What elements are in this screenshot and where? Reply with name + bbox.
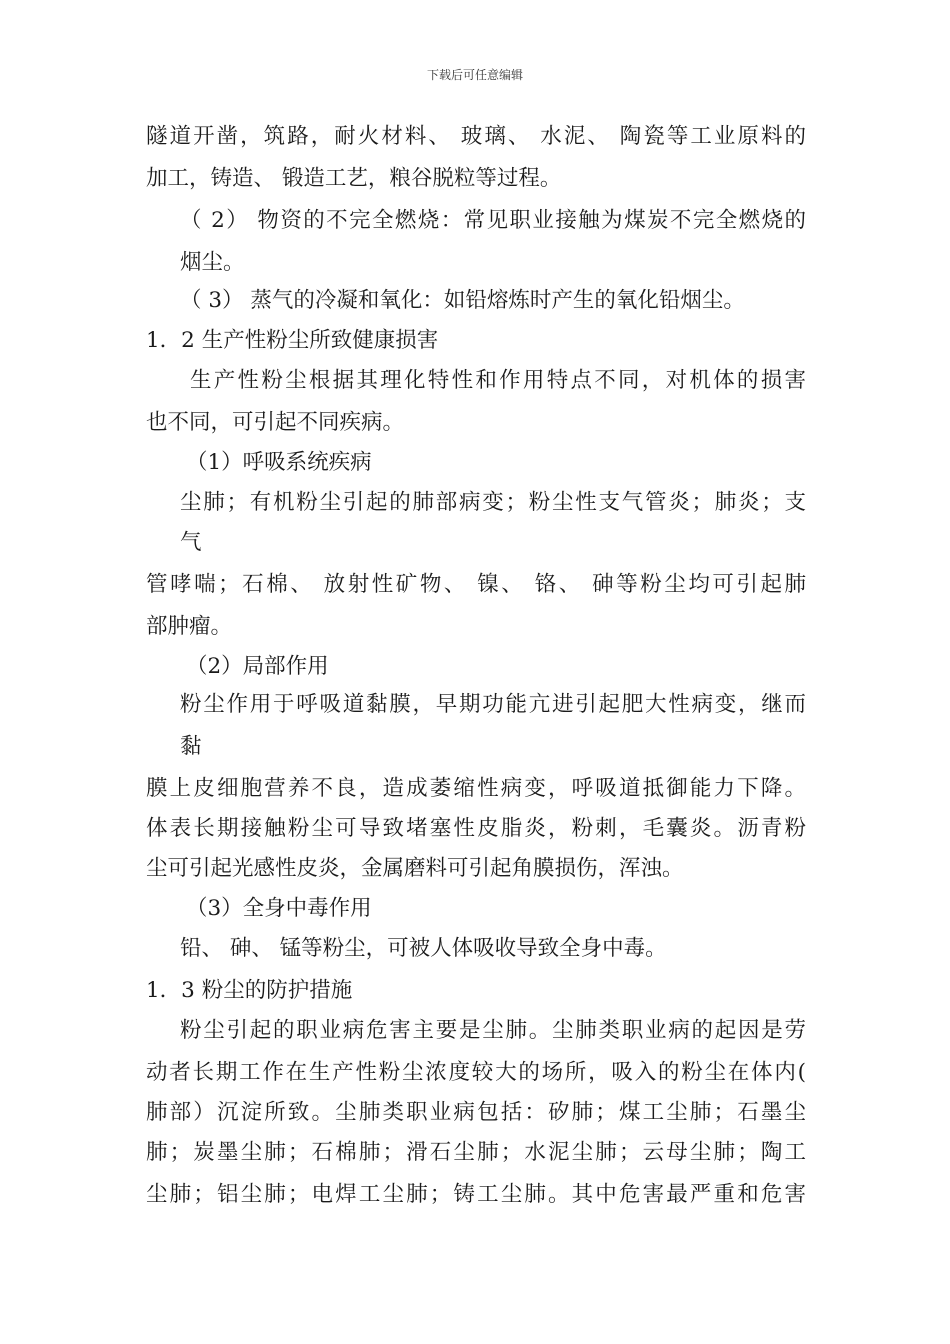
text-line: 膜上皮细胞营养不良，造成萎缩性病变，呼吸道抵御能力下降。: [146, 776, 806, 801]
text-line: （ 3） 蒸气的冷凝和氧化：如铅熔炼时产生的氧化铅烟尘。: [180, 288, 745, 313]
text-line: 肺部）沉淀所致。尘肺类职业病包括：矽肺；煤工尘肺；石墨尘: [146, 1100, 806, 1125]
text-line: 烟尘。: [180, 250, 245, 275]
text-line: 生产性粉尘根据其理化特性和作用特点不同，对机体的损害: [190, 368, 806, 393]
text-line: 粉尘引起的职业病危害主要是尘肺。尘肺类职业病的起因是劳: [180, 1018, 806, 1043]
page-header: 下载后可任意编辑: [426, 68, 523, 82]
section-heading: 1．2 生产性粉尘所致健康损害: [146, 328, 439, 353]
text-line: 黏: [180, 734, 202, 759]
text-line: 隧道开凿，筑路，耐火材料、 玻璃、 水泥、 陶瓷等工业原料的: [146, 124, 806, 149]
text-line: 动者长期工作在生产性粉尘浓度较大的场所，吸入的粉尘在体内(: [146, 1060, 806, 1085]
text-line: 管哮喘；石棉、 放射性矿物、 镍、 铬、 砷等粉尘均可引起肺: [146, 572, 806, 597]
text-line: 粉尘作用于呼吸道黏膜，早期功能亢进引起肥大性病变，继而: [180, 692, 806, 717]
subsection-heading: （1）呼吸系统疾病: [186, 450, 372, 475]
text-line: 尘可引起光感性皮炎，金属磨料可引起角膜损伤，浑浊。: [146, 856, 684, 881]
text-line: 肺；炭墨尘肺；石棉肺；滑石尘肺；水泥尘肺；云母尘肺；陶工: [146, 1140, 806, 1165]
subsection-heading: （3）全身中毒作用: [186, 896, 372, 921]
text-line: 尘肺；有机粉尘引起的肺部病变；粉尘性支气管炎；肺炎；支: [180, 490, 806, 515]
text-line: 部肿瘤。: [146, 614, 233, 639]
text-line: 也不同，可引起不同疾病。: [146, 410, 405, 435]
subsection-heading: （2）局部作用: [186, 654, 329, 679]
section-heading: 1．3 粉尘的防护措施: [146, 978, 353, 1003]
text-line: （ 2） 物资的不完全燃烧：常见职业接触为煤炭不完全燃烧的: [180, 208, 806, 233]
text-line: 气: [180, 530, 202, 555]
text-line: 铅、 砷、 锰等粉尘，可被人体吸收导致全身中毒。: [180, 936, 667, 961]
text-line: 体表长期接触粉尘可导致堵塞性皮脂炎，粉刺，毛囊炎。沥青粉: [146, 816, 806, 841]
text-line: 尘肺；铝尘肺；电焊工尘肺；铸工尘肺。其中危害最严重和危害: [146, 1182, 806, 1207]
text-line: 加工，铸造、 锻造工艺，粮谷脱粒等过程。: [146, 166, 562, 191]
